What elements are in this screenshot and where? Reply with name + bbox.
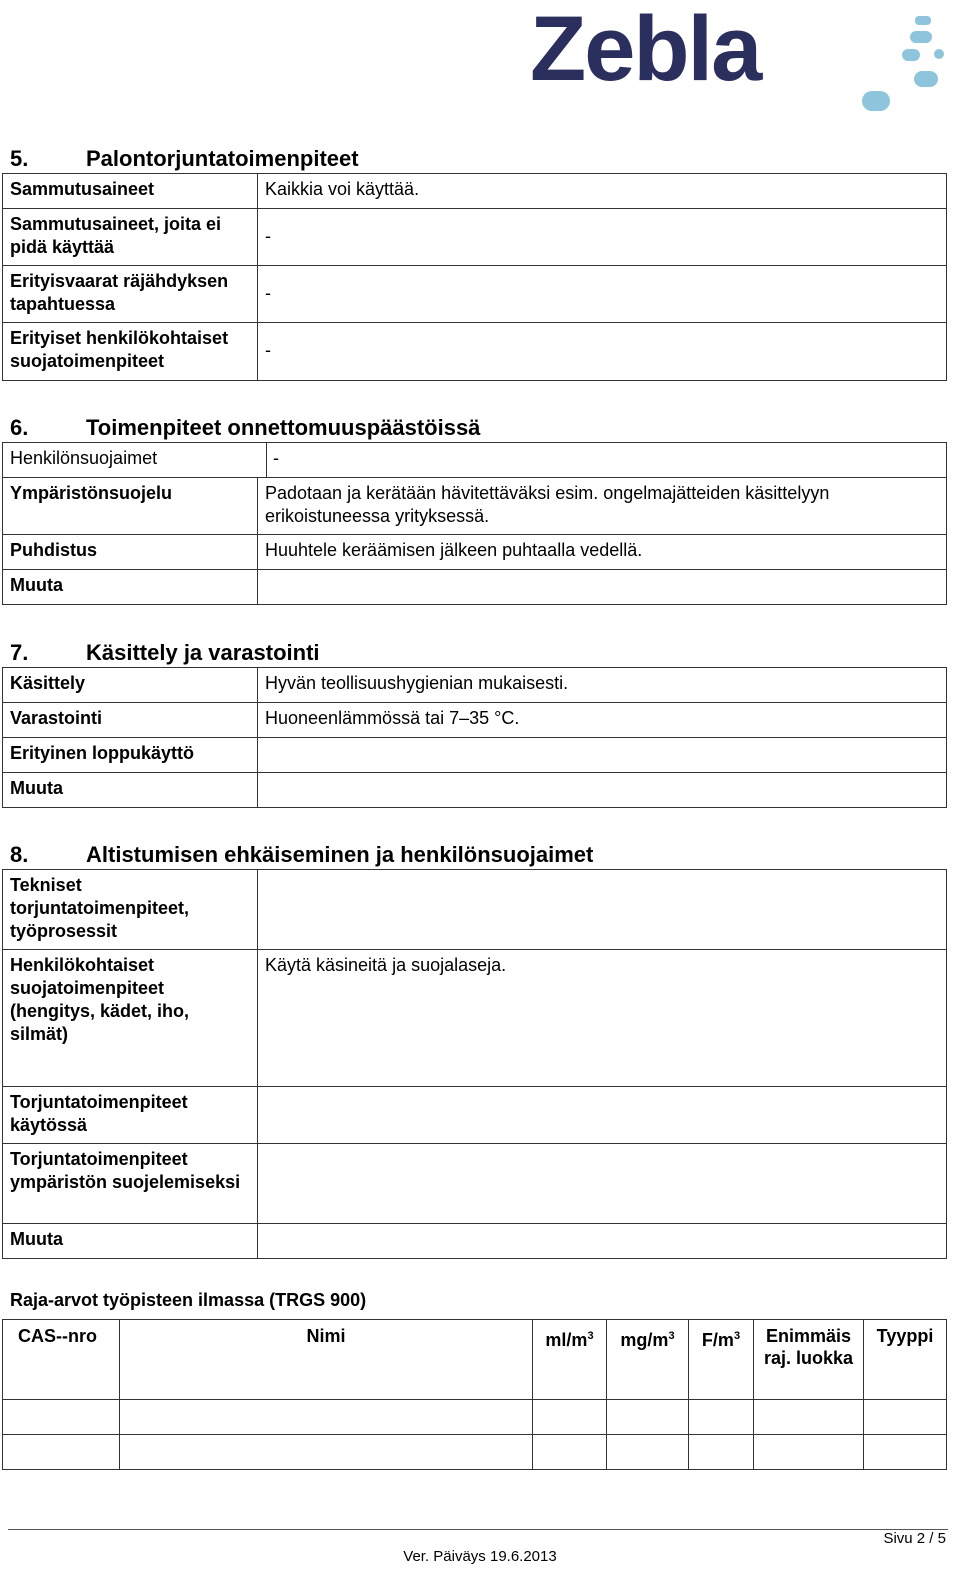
section-6-table <box>2 442 947 605</box>
section-5-heading <box>10 145 359 173</box>
row-label: Torjuntatoimenpiteet käytössä <box>3 1087 258 1144</box>
section-7-heading <box>10 639 320 667</box>
table-row <box>3 1400 947 1435</box>
section-title: Altistumisen ehkäiseminen ja henkilönsuojaimet <box>86 842 594 867</box>
row-label: Torjuntatoimenpiteet ympäristön suojelemiseksi <box>3 1144 258 1224</box>
table-row <box>3 535 947 570</box>
table-row <box>3 478 947 535</box>
section-5-table <box>2 173 947 381</box>
logo-text: Zebla <box>530 4 761 100</box>
table-row <box>3 950 947 1087</box>
table-row <box>3 266 947 323</box>
row-value <box>258 1087 947 1144</box>
row-label: Ympäristönsuojelu <box>3 478 258 535</box>
row-value <box>258 1224 947 1259</box>
row-label: Sammutusaineet <box>3 174 258 209</box>
col-mg: $mg/m^3$ <box>607 1320 689 1400</box>
table-row <box>3 773 947 808</box>
table-row <box>3 668 947 703</box>
row-label: Muuta <box>3 570 258 605</box>
table-row <box>3 703 947 738</box>
row-label: Käsittely <box>3 668 258 703</box>
row-label: Sammutusaineet, joita ei pidä käyttää <box>3 209 258 266</box>
section-title: Käsittely ja varastointi <box>86 640 320 665</box>
table-row <box>3 738 947 773</box>
col-type: Tyyppi <box>864 1320 947 1400</box>
table-row <box>3 1435 947 1470</box>
section-8-table <box>2 869 947 1259</box>
row-value <box>258 570 947 605</box>
section-number: 6. <box>10 415 29 440</box>
table-row <box>3 870 947 950</box>
row-label: Erityiset henkilökohtaiset suojatoimenpiteet <box>3 323 258 381</box>
section-6-heading <box>10 414 480 442</box>
row-label: Puhdistus <box>3 535 258 570</box>
table-row <box>3 443 947 478</box>
table-header-row <box>3 1320 947 1400</box>
row-value: Huuhtele keräämisen jälkeen puhtaalla vedellä. <box>258 535 947 570</box>
row-value: Kaikkia voi käyttää. <box>258 174 947 209</box>
row-value <box>258 1144 947 1224</box>
row-label: Henkilönsuojaimet <box>10 448 158 468</box>
col-f: $F/m^3$ <box>689 1320 754 1400</box>
row-value: - <box>258 323 947 381</box>
row-label: Varastointi <box>3 703 258 738</box>
row-value: Käytä käsineitä ja suojalaseja. <box>258 950 947 1087</box>
row-label: Muuta <box>3 773 258 808</box>
row-value: Hyvän teollisuushygienian mukaisesti. <box>258 668 947 703</box>
page-number: Sivu 2 / 5 <box>883 1530 946 1547</box>
row-value <box>258 870 947 950</box>
row-value: - <box>258 266 947 323</box>
row-value: Huoneenlämmössä tai 7–35 °C. <box>258 703 947 738</box>
section-title: Toimenpiteet onnettomuuspäästöissä <box>86 415 481 440</box>
row-value: Padotaan ja kerätään hävitettäväksi esim. ongelmajätteiden käsittelyyn erikoistuneessa yrityksessä. <box>258 478 947 535</box>
version-date: Ver. Päiväys 19.6.2013 <box>403 1548 557 1565</box>
table-row <box>3 1087 947 1144</box>
table-row <box>3 1144 947 1224</box>
row-label: Muuta <box>3 1224 258 1259</box>
table-row <box>3 209 947 266</box>
table-row <box>3 1224 947 1259</box>
single-line-row <box>3 443 947 478</box>
row-label: Tekniset torjuntatoimenpiteet, työprosessit <box>3 870 258 950</box>
row-value: - <box>273 448 279 468</box>
section-8-heading <box>10 841 593 869</box>
col-ml: $ml/m^3$ <box>533 1320 607 1400</box>
row-value: - <box>258 209 947 266</box>
row-label: Henkilökohtaiset suojatoimenpiteet (hengitys, kädet, iho, silmät) <box>3 950 258 1087</box>
section-title: Palontorjuntatoimenpiteet <box>86 146 359 171</box>
section-number: 8. <box>10 842 29 867</box>
footer-divider <box>8 1529 948 1530</box>
col-cas: CAS--nro <box>3 1320 120 1400</box>
table-row <box>3 174 947 209</box>
zebla-logo <box>530 4 950 116</box>
limits-table <box>2 1319 947 1470</box>
row-label: Erityisvaarat räjähdyksen tapahtuessa <box>3 266 258 323</box>
limits-title: Raja-arvot työpisteen ilmassa (TRGS 900) <box>10 1290 367 1310</box>
row-value <box>258 738 947 773</box>
section-number: 5. <box>10 146 29 171</box>
row-label: Erityinen loppukäyttö <box>3 738 258 773</box>
col-max: Enimmäis raj. luokka <box>754 1320 864 1400</box>
section-number: 7. <box>10 640 29 665</box>
col-name: Nimi <box>120 1320 533 1400</box>
row-value <box>258 773 947 808</box>
table-row <box>3 323 947 381</box>
table-row <box>3 570 947 605</box>
section-7-table <box>2 667 947 808</box>
logo-dots-icon <box>862 16 944 111</box>
